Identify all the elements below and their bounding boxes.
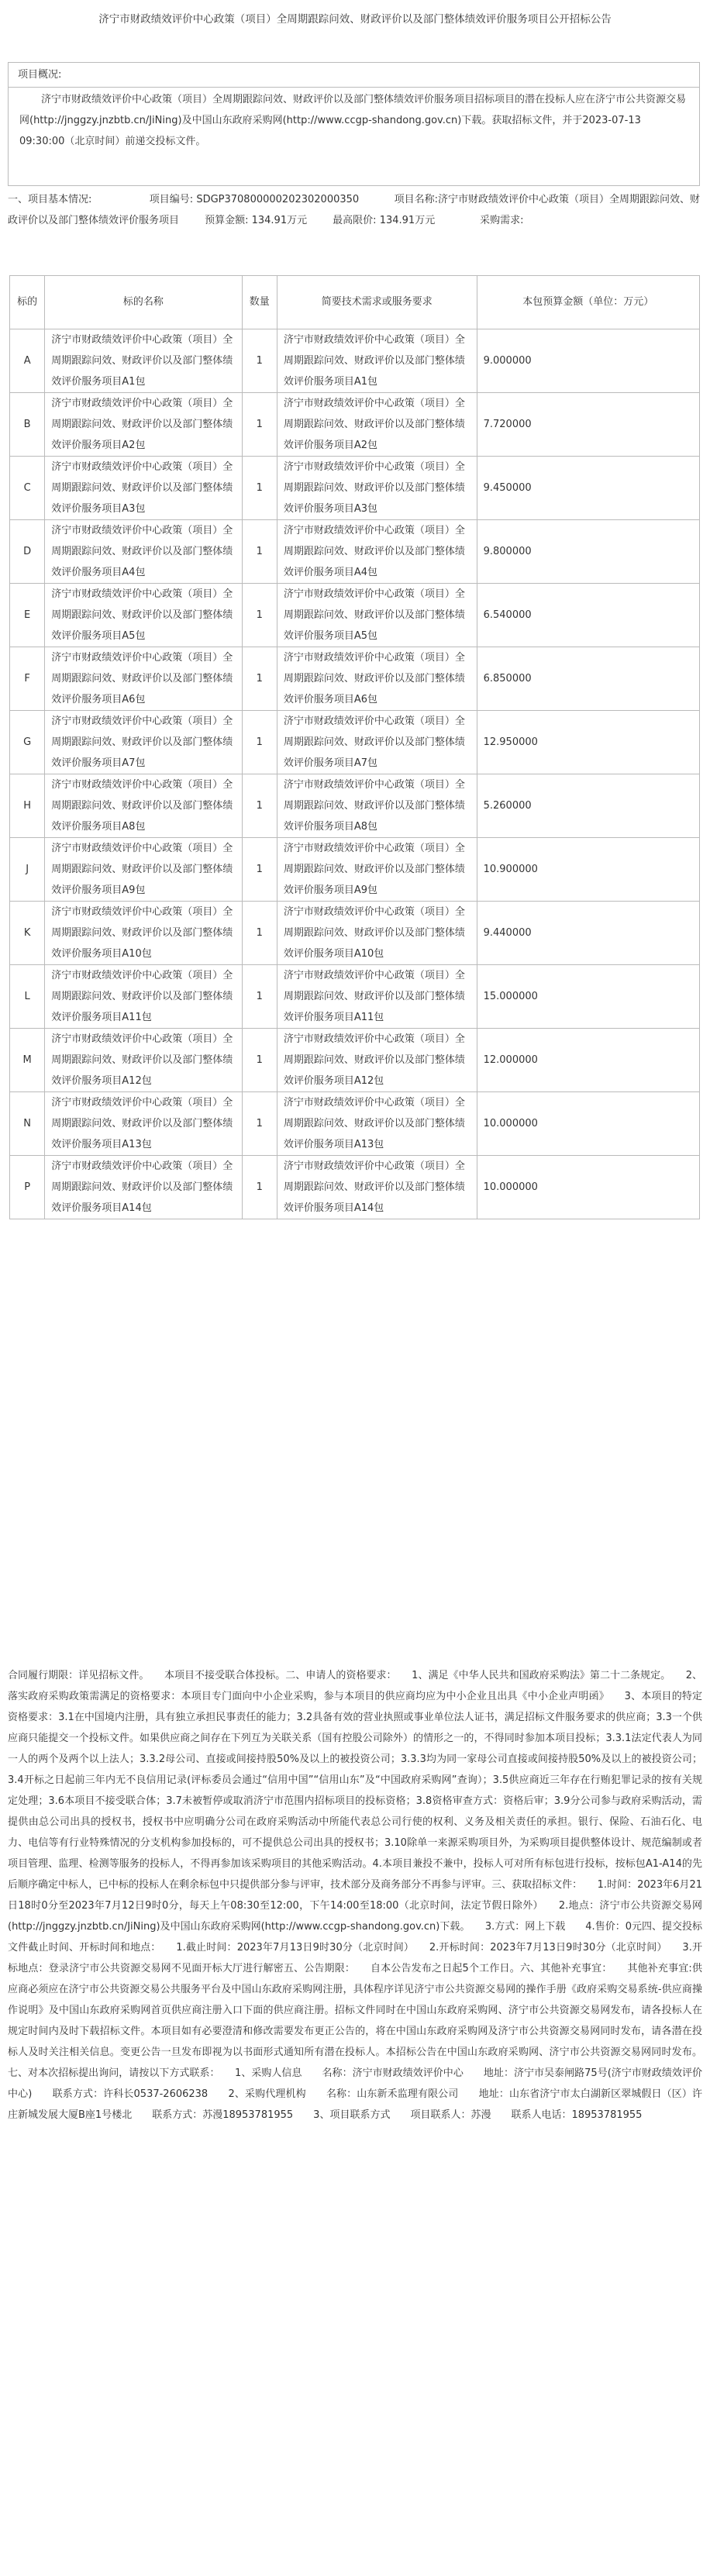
- cell-desc: 济宁市财政绩效评价中心政策（项目）全周期跟踪问效、财政评价以及部门整体绩效评价服务项目A2包: [277, 393, 477, 457]
- cell-desc: 济宁市财政绩效评价中心政策（项目）全周期跟踪问效、财政评价以及部门整体绩效评价服务项目A11包: [277, 965, 477, 1029]
- cell-lot: L: [10, 965, 45, 1029]
- table-row: [10, 457, 700, 520]
- table-row: [10, 902, 700, 965]
- cell-name: 济宁市财政绩效评价中心政策（项目）全周期跟踪问效、财政评价以及部门整体绩效评价服务项目A12包: [45, 1029, 242, 1092]
- cell-name: 济宁市财政绩效评价中心政策（项目）全周期跟踪问效、财政评价以及部门整体绩效评价服务项目A11包: [45, 965, 242, 1029]
- cell-lot: M: [10, 1029, 45, 1092]
- cell-lot: A: [10, 329, 45, 393]
- cell-qty: 1: [242, 520, 277, 584]
- cell-name: 济宁市财政绩效评价中心政策（项目）全周期跟踪问效、财政评价以及部门整体绩效评价服务项目A8包: [45, 774, 242, 838]
- cell-desc: 济宁市财政绩效评价中心政策（项目）全周期跟踪问效、财政评价以及部门整体绩效评价服务项目A1包: [277, 329, 477, 393]
- cell-budget: 9.000000: [477, 329, 699, 393]
- cell-lot: F: [10, 647, 45, 711]
- cell-qty: 1: [242, 457, 277, 520]
- cell-name: 济宁市财政绩效评价中心政策（项目）全周期跟踪问效、财政评价以及部门整体绩效评价服务项目A4包: [45, 520, 242, 584]
- project-no-label: 项目编号:: [149, 194, 194, 205]
- cell-qty: 1: [242, 647, 277, 711]
- cell-lot: K: [10, 902, 45, 965]
- cell-desc: 济宁市财政绩效评价中心政策（项目）全周期跟踪问效、财政评价以及部门整体绩效评价服务项目A8包: [277, 774, 477, 838]
- cell-qty: 1: [242, 393, 277, 457]
- table-row: [10, 647, 700, 711]
- cell-qty: 1: [242, 711, 277, 774]
- cell-desc: 济宁市财政绩效评价中心政策（项目）全周期跟踪问效、财政评价以及部门整体绩效评价服务项目A14包: [277, 1156, 477, 1219]
- table-row: [10, 329, 700, 393]
- cell-name: 济宁市财政绩效评价中心政策（项目）全周期跟踪问效、财政评价以及部门整体绩效评价服务项目A6包: [45, 647, 242, 711]
- cell-budget: 10.000000: [477, 1092, 699, 1156]
- max-price-value: 134.91万元: [379, 215, 436, 226]
- cell-budget: 9.800000: [477, 520, 699, 584]
- cell-lot: B: [10, 393, 45, 457]
- cell-desc: 济宁市财政绩效评价中心政策（项目）全周期跟踪问效、财政评价以及部门整体绩效评价服务项目A6包: [277, 647, 477, 711]
- header-budget: 本包预算金额（单位：万元）: [477, 276, 699, 329]
- project-name-label: 项目名称:: [394, 194, 439, 205]
- table-row: [10, 584, 700, 647]
- budget-value: 134.91万元: [251, 215, 308, 226]
- cell-budget: 12.000000: [477, 1029, 699, 1092]
- cell-desc: 济宁市财政绩效评价中心政策（项目）全周期跟踪问效、财政评价以及部门整体绩效评价服务项目A4包: [277, 520, 477, 584]
- header-name: 标的名称: [45, 276, 242, 329]
- cell-budget: 12.950000: [477, 711, 699, 774]
- table-row: [10, 393, 700, 457]
- cell-budget: 9.440000: [477, 902, 699, 965]
- basic-info: [8, 189, 701, 231]
- page-title: 济宁市财政绩效评价中心政策（项目）全周期跟踪问效、财政评价以及部门整体绩效评价服务项目公开招标公告: [98, 13, 612, 26]
- table-row: [10, 711, 700, 774]
- cell-name: 济宁市财政绩效评价中心政策（项目）全周期跟踪问效、财政评价以及部门整体绩效评价服务项目A1包: [45, 329, 242, 393]
- cell-lot: H: [10, 774, 45, 838]
- cell-desc: 济宁市财政绩效评价中心政策（项目）全周期跟踪问效、财政评价以及部门整体绩效评价服务项目A13包: [277, 1092, 477, 1156]
- cell-name: 济宁市财政绩效评价中心政策（项目）全周期跟踪问效、财政评价以及部门整体绩效评价服务项目A2包: [45, 393, 242, 457]
- table-row: [10, 520, 700, 584]
- cell-name: 济宁市财政绩效评价中心政策（项目）全周期跟踪问效、财政评价以及部门整体绩效评价服务项目A5包: [45, 584, 242, 647]
- table-row: [10, 1092, 700, 1156]
- cell-qty: 1: [242, 584, 277, 647]
- cell-name: 济宁市财政绩效评价中心政策（项目）全周期跟踪问效、财政评价以及部门整体绩效评价服务项目A13包: [45, 1092, 242, 1156]
- cell-name: 济宁市财政绩效评价中心政策（项目）全周期跟踪问效、财政评价以及部门整体绩效评价服务项目A7包: [45, 711, 242, 774]
- header-desc: 简要技术需求或服务要求: [277, 276, 477, 329]
- cell-qty: 1: [242, 329, 277, 393]
- demand-label: 采购需求:: [480, 215, 524, 226]
- cell-budget: 9.450000: [477, 457, 699, 520]
- cell-lot: E: [10, 584, 45, 647]
- cell-qty: 1: [242, 838, 277, 902]
- max-price-label: 最高限价:: [333, 215, 377, 226]
- cell-lot: J: [10, 838, 45, 902]
- cell-desc: 济宁市财政绩效评价中心政策（项目）全周期跟踪问效、财政评价以及部门整体绩效评价服务项目A9包: [277, 838, 477, 902]
- overview-heading: 项目概况:: [9, 63, 699, 88]
- cell-budget: 7.720000: [477, 393, 699, 457]
- project-no: SDGP370800000202302000350: [196, 194, 360, 205]
- cell-desc: 济宁市财政绩效评价中心政策（项目）全周期跟踪问效、财政评价以及部门整体绩效评价服务项目A12包: [277, 1029, 477, 1092]
- cell-lot: C: [10, 457, 45, 520]
- cell-name: 济宁市财政绩效评价中心政策（项目）全周期跟踪问效、财政评价以及部门整体绩效评价服务项目A10包: [45, 902, 242, 965]
- announcement-body: 合同履行期限：详见招标文件。 本项目不接受联合体投标。二、申请人的资格要求： 1、满足《中华人民共和国政府采购法》第二十二条规定。 2、落实政府采购政策需满足的资格要求：本项目专门面向中小企业采购，参与本项目的供应商均应为中小企业且出具《中小企业声明函》 3、本项目的特定资格要求：3.1在中国境内注册，具有独立承担民事责任的能力；3.2具备有效的营业执照或事业单位法人证书，满足招标文件服务要求的供应商；3.3一个供应商只能提交一个投标文件。如果供应商之间存在下列互为关联关系（国有控股公司除外）的情形之一的，不得同时参加本项目投标；3.3.1法定代表人为同一人的两个及两个以上法人；3.3.2母公司、直接或间接持股50%及以上的被投资公司；3.3.3均为同一家母公司直接或间接持股50%及以上的被投资公司；3.4开标之日起前三年内无不良信用记录(评标委员会通过“信用中国”“信用山东”及“中国政府采购网”查询）；3.5供应商近三年存在行贿犯罪记录的按有关规定处理；3.6本项目不接受联合体；3.7未被暂停或取消济宁市范围内招标项目的投标资格；3.8资格审查方式：资格后审；3.9分公司参与政府采购活动，需提供由总公司出具的授权书，授权书中应明确分公司在政府采购活动中所能代表总公司行使的权利、义务及相关责任的承担。银行、保险、石油石化、电力、电信等有行业特殊情况的分支机构参加投标的，可不提供总公司出具的授权书；3.10除单一来源采购项目外，为采购项目提供整体设计、规范编制或者项目管理、监理、检测等服务的投标人，不得再参加该采购项目的其他采购活动。4.本项目兼投不兼中，投标人可对所有标包进行投标，按标包A1-A14的先后顺序确定中标人，已中标的投标人在剩余标包中只提供部分参与评审，技术部分及商务部分不再参与评审。三、获取招标文件： 1.时间：2023年6月21日18时0分至2023年7月12日9时0分，每天上午08:30至12:00，下午14:00至18:00（北京时间，法定节假日除外） 2.地点：济宁市公共资源交易网(http://jnggzy.jnzbtb.cn/JiNing)及中国山东政府采购网(http://www.ccgp-shandong.gov.cn)下载。 3.方式：网上下载 4.售价：0元四、提交投标文件截止时间、开标时间和地点： 1.截止时间：2023年7月13日9时30分（北京时间） 2.开标时间：2023年7月13日9时30分（北京时间） 3.开标地点：登录济宁市公共资源交易网不见面开标大厅进行解密五、公告期限： 自本公告发布之日起5个工作日。六、其他补充事宜： 其他补充事宜:供应商必须应在济宁市公共资源交易公共服务平台及中国山东政府采购网注册，具体程序详见济宁市公共资源交易网的操作手册《政府采购交易系统-供应商操作说明》及中国山东政府采购网首页供应商注册入口下面的供应商注册。招标文件同时在中国山东政府采购网、济宁市公共资源交易网发布，请各投标人在规定时间内及时下载招标文件。本项目如有必要澄清和修改需要发布更正公告的，将在中国山东政府采购网及济宁市公共资源交易网同时发布，请各潜在投标人及时关注相关信息。变更公告一旦发布即视为以书面形式通知所有潜在投标人。本招标公告在中国山东政府采购网、济宁市公共资源交易网同时发布。七、对本次招标提出询问，请按以下方式联系： 1、采购人信息 名称：济宁市财政绩效评价中心 地址：济宁市吴泰闸路75号(济宁市财政绩效评价中心) 联系方式：许科长0537-2606238 2、采购代理机构 名称：山东新禾监理有限公司 地址：山东省济宁市太白湖新区翠城假日（区）许庄新城发展大厦B座1号楼北 联系方式：苏漫18953781955 3、项目联系方式 项目联系人：苏漫 联系人电话：18953781955: [8, 1670, 702, 2121]
- cell-budget: 6.540000: [477, 584, 699, 647]
- cell-qty: 1: [242, 774, 277, 838]
- cell-qty: 1: [242, 965, 277, 1029]
- header-lot: 标的: [10, 276, 45, 329]
- overview-box: [8, 62, 700, 186]
- cell-lot: D: [10, 520, 45, 584]
- cell-qty: 1: [242, 1092, 277, 1156]
- basic-section-heading: 一、项目基本情况:: [8, 194, 92, 205]
- cell-budget: 15.000000: [477, 965, 699, 1029]
- table-row: [10, 774, 700, 838]
- cell-lot: N: [10, 1092, 45, 1156]
- table-header-row: [10, 276, 700, 329]
- cell-name: 济宁市财政绩效评价中心政策（项目）全周期跟踪问效、财政评价以及部门整体绩效评价服务项目A3包: [45, 457, 242, 520]
- cell-budget: 5.260000: [477, 774, 699, 838]
- cell-budget: 10.000000: [477, 1156, 699, 1219]
- cell-budget: 10.900000: [477, 838, 699, 902]
- cell-desc: 济宁市财政绩效评价中心政策（项目）全周期跟踪问效、财政评价以及部门整体绩效评价服务项目A3包: [277, 457, 477, 520]
- cell-name: 济宁市财政绩效评价中心政策（项目）全周期跟踪问效、财政评价以及部门整体绩效评价服务项目A9包: [45, 838, 242, 902]
- cell-desc: 济宁市财政绩效评价中心政策（项目）全周期跟踪问效、财政评价以及部门整体绩效评价服务项目A7包: [277, 711, 477, 774]
- cell-qty: 1: [242, 902, 277, 965]
- cell-qty: 1: [242, 1156, 277, 1219]
- procurement-table: [9, 275, 700, 1219]
- table-row: [10, 1029, 700, 1092]
- cell-budget: 6.850000: [477, 647, 699, 711]
- cell-qty: 1: [242, 1029, 277, 1092]
- table-row: [10, 838, 700, 902]
- cell-name: 济宁市财政绩效评价中心政策（项目）全周期跟踪问效、财政评价以及部门整体绩效评价服务项目A14包: [45, 1156, 242, 1219]
- cell-lot: G: [10, 711, 45, 774]
- header-qty: 数量: [242, 276, 277, 329]
- cell-lot: P: [10, 1156, 45, 1219]
- table-row: [10, 965, 700, 1029]
- budget-label: 预算金额:: [205, 215, 249, 226]
- overview-text: 济宁市财政绩效评价中心政策（项目）全周期跟踪问效、财政评价以及部门整体绩效评价服务项目招标项目的潜在投标人应在济宁市公共资源交易网(http://jnggzy.jnzbtb.cn/JiNing)及中国山东政府采购网(http://www.ccgp-shandong.gov.cn)下载。获取招标文件，并于2023-07-13 09:30:00（北京时间）前递交投标文件。: [19, 94, 687, 147]
- cell-desc: 济宁市财政绩效评价中心政策（项目）全周期跟踪问效、财政评价以及部门整体绩效评价服务项目A10包: [277, 902, 477, 965]
- cell-desc: 济宁市财政绩效评价中心政策（项目）全周期跟踪问效、财政评价以及部门整体绩效评价服务项目A5包: [277, 584, 477, 647]
- project-name: 济宁市财政绩效评价中心政策（项目）全周期跟踪问效、财政评价以及部门整体绩效评价服务项目: [8, 194, 701, 226]
- table-row: [10, 1156, 700, 1219]
